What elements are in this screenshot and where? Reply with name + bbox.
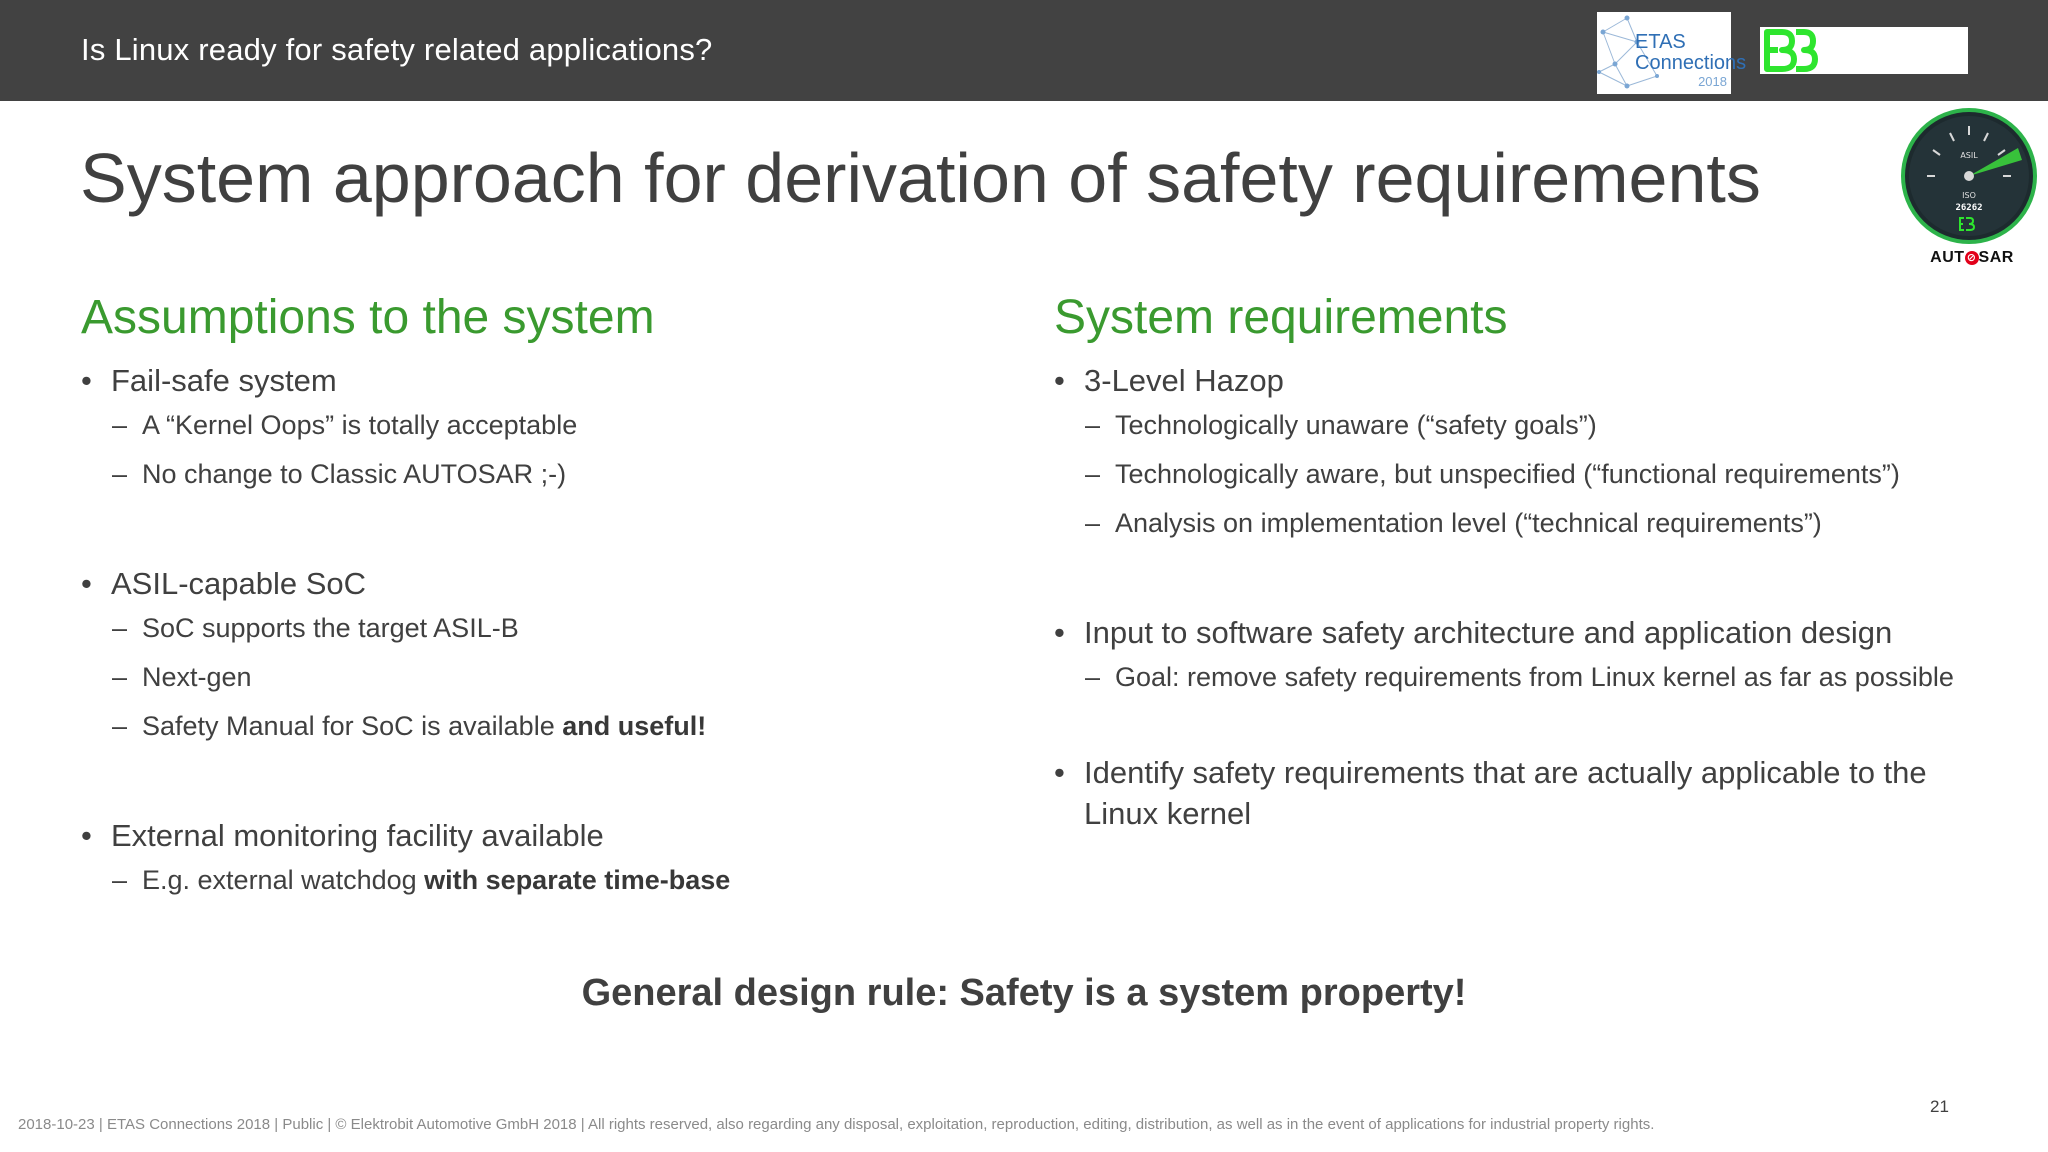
- identify-line-2: Linux kernel: [1084, 796, 1252, 831]
- etas-logo-sub: Connections: [1635, 52, 1747, 74]
- sub-kernel-oops: – A “Kernel Oops” is totally acceptable: [81, 401, 1011, 450]
- sub-safety-manual: [81, 702, 1011, 751]
- sub-no-change-autosar: – No change to Classic AUTOSAR ;-): [81, 450, 1011, 499]
- sub-next-gen: – Next-gen: [81, 653, 1011, 702]
- etas-connections-logo: [1597, 12, 1747, 94]
- watchdog-bold: with separate time-base: [424, 865, 731, 895]
- bullet-external-monitoring: • External monitoring facility available: [81, 815, 1011, 856]
- sub-goal-remove: – Goal: remove safety requirements from Linux kernel as far as possible: [1054, 653, 1994, 702]
- autosar-logo: AUT ⊘ SAR: [1930, 249, 2014, 266]
- asil-gauge-badge: [1900, 108, 2038, 244]
- system-requirements-heading: System requirements: [1054, 291, 1508, 344]
- sub-tech-unaware: – Technologically unaware (“safety goals”): [1054, 401, 1994, 450]
- slide-title: System approach for derivation of safety requirements: [80, 139, 1761, 217]
- etas-logo-year: 2018: [1698, 74, 1727, 89]
- speedometer-icon: [1900, 108, 2038, 244]
- system-requirements-column: [1054, 290, 1994, 834]
- bullet-fail-safe: • Fail-safe system: [81, 360, 1011, 401]
- bullet-input-architecture: • Input to software safety architecture and application design: [1054, 612, 1994, 653]
- presentation-title: Is Linux ready for safety related applications?: [81, 32, 713, 67]
- design-rule: General design rule: Safety is a system property!: [581, 972, 1467, 1014]
- assumptions-column: [81, 290, 1011, 905]
- bullet-asil-soc: • ASIL-capable SoC: [81, 563, 1011, 604]
- footer-legal: 2018-10-23 | ETAS Connections 2018 | Public | © Elektrobit Automotive GmbH 2018 | All rights reserved, also regarding any disposal, exploitation, reproduction, editing, distribution, as well as in the event of applications for industrial property rights.: [18, 1116, 1655, 1133]
- gauge-asil-label: ASIL: [1960, 151, 1978, 160]
- assumptions-heading: Assumptions to the system: [81, 291, 655, 344]
- sub-implementation-level: – Analysis on implementation level (“technical requirements”): [1054, 499, 1994, 548]
- bullet-identify-requirements: [1054, 752, 1994, 834]
- sub-soc-asil-b: – SoC supports the target ASIL-B: [81, 604, 1011, 653]
- gauge-number-label: 26262: [1955, 203, 1983, 213]
- safety-manual-bold: and useful!: [562, 711, 707, 741]
- sub-tech-aware: – Technologically aware, but unspecified (“functional requirements”): [1054, 450, 1994, 499]
- safety-manual-text: Safety Manual for SoC is available: [142, 711, 563, 741]
- bullet-hazop: • 3-Level Hazop: [1054, 360, 1994, 401]
- etas-logo-name: ETAS: [1635, 31, 1686, 53]
- page-number: 21: [1930, 1097, 1949, 1116]
- eb-mark-icon: [1760, 27, 1968, 74]
- identify-line-1: Identify safety requirements that are actually applicable to the: [1084, 755, 1927, 790]
- gauge-iso-label: ISO: [1962, 191, 1976, 200]
- sub-external-watchdog: [81, 856, 1011, 905]
- elektrobit-logo: [1760, 27, 1968, 74]
- header-bar: [0, 0, 2048, 101]
- watchdog-text: E.g. external watchdog: [142, 865, 425, 895]
